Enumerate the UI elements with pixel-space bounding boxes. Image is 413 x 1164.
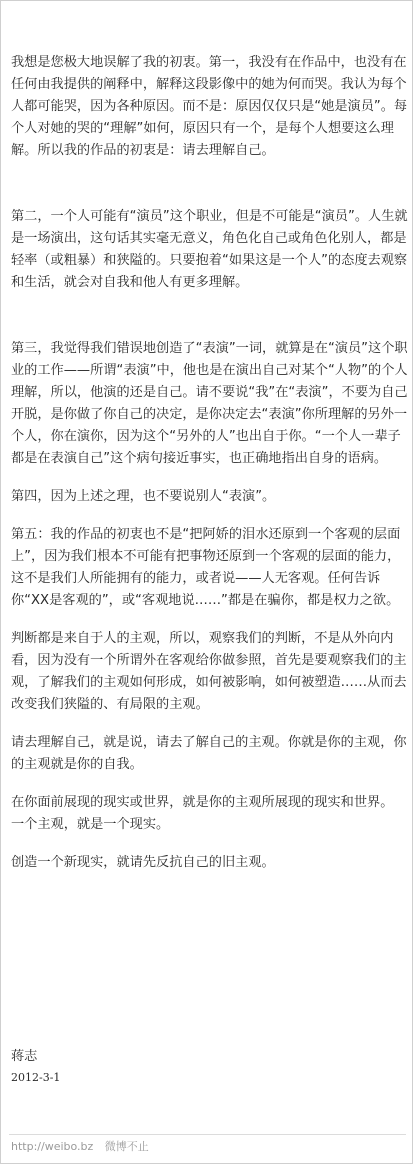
paragraph-6: 判断都是来自于人的主观，所以，观察我们的判断，不是从外向内看，因为没有一个所谓外在客观给你做参照，首先是要观察我们的主观，了解我们的主观如何形成，如何被影响，如何被塑造……从而去改变我们狭隘的、有局限的主观。 [11,631,407,712]
spacer [11,836,409,852]
footer-divider [9,1134,406,1135]
paragraph-3: 第三，我觉得我们错误地创造了“表演”一词，就算是在“演员”这个职业的工作——所谓“表演”中，他也是在演出自己对某个“人物”的个人理解，所以，他演的还是自己。请不要说“我”在“表演”，不要为自己开脱，是你做了你自己的决定，是你决定去“表演”你所理解的另外一个人，你在演你，因为这个“另外的人”也出自于你。“一个人一辈子都是在表演自己”这个病句接近事实，也正确地指出自身的语病。 [11,341,408,466]
spacer [11,162,409,206]
spacer [11,612,409,628]
paragraph-5: 第五：我的作品的初衷也不是“把阿娇的泪水还原到一个客观的层面上”，因为我们根本不可能有把事物还原到一个客观的层面的能力，这不是我们人所能拥有的能力，或者说——人无客观。任何告诉你“XX是客观的”，或“客观地说……”都是在骗你，都是权力之欲。 [11,527,401,608]
spacer [11,776,409,792]
spacer [11,508,409,524]
paragraph-7: 请去理解自己，就是说，请去了解自己的主观。你就是你的主观，你的主观就是你的自我。 [11,735,407,772]
footer-url-link[interactable]: http://weibo.bz [11,1140,94,1153]
footer [11,1139,157,1155]
author-name: 蒋志 [11,1049,38,1064]
paragraph-2: 第二，一个人可能有“演员”这个职业，但是不可能是“演员”。人生就是一场演出，这句话其实毫无意义，角色化自己或角色化别人，都是轻率（或粗暴）和狭隘的。只要抱着“如果这是一个人”的态度去观察和生活，就会对自我和他人有更多理解。 [11,209,408,290]
footer-tagline: 微博不止 [104,1140,149,1153]
article-body [11,52,409,874]
paragraph-4: 第四，因为上述之理，也不要说别人“表演”。 [11,489,276,504]
spacer [11,294,409,338]
paragraph-1: 我想是您极大地误解了我的初衷。第一，我没有在作品中，也没有在任何由我提供的阐释中，解释这段影像中的她为何而哭。我认为每个人都可能哭，因为各种原因。而不是：原因仅仅只是“她是演员”。每个人对她的哭的“理解”如何，原因只有一个，是每个人想要这么理解。所以我的作品的初衷是：请去理解自己。 [11,55,408,158]
spacer [11,470,409,486]
post-date: 2012-3-1 [11,1071,61,1084]
spacer [11,716,409,732]
paragraph-9: 创造一个新现实，就请先反抗自己的旧主观。 [11,855,275,870]
paragraph-8: 在你面前展现的现实或世界，就是你的主观所展现的现实和世界。 一个主观，就是一个现实。 [11,795,394,832]
